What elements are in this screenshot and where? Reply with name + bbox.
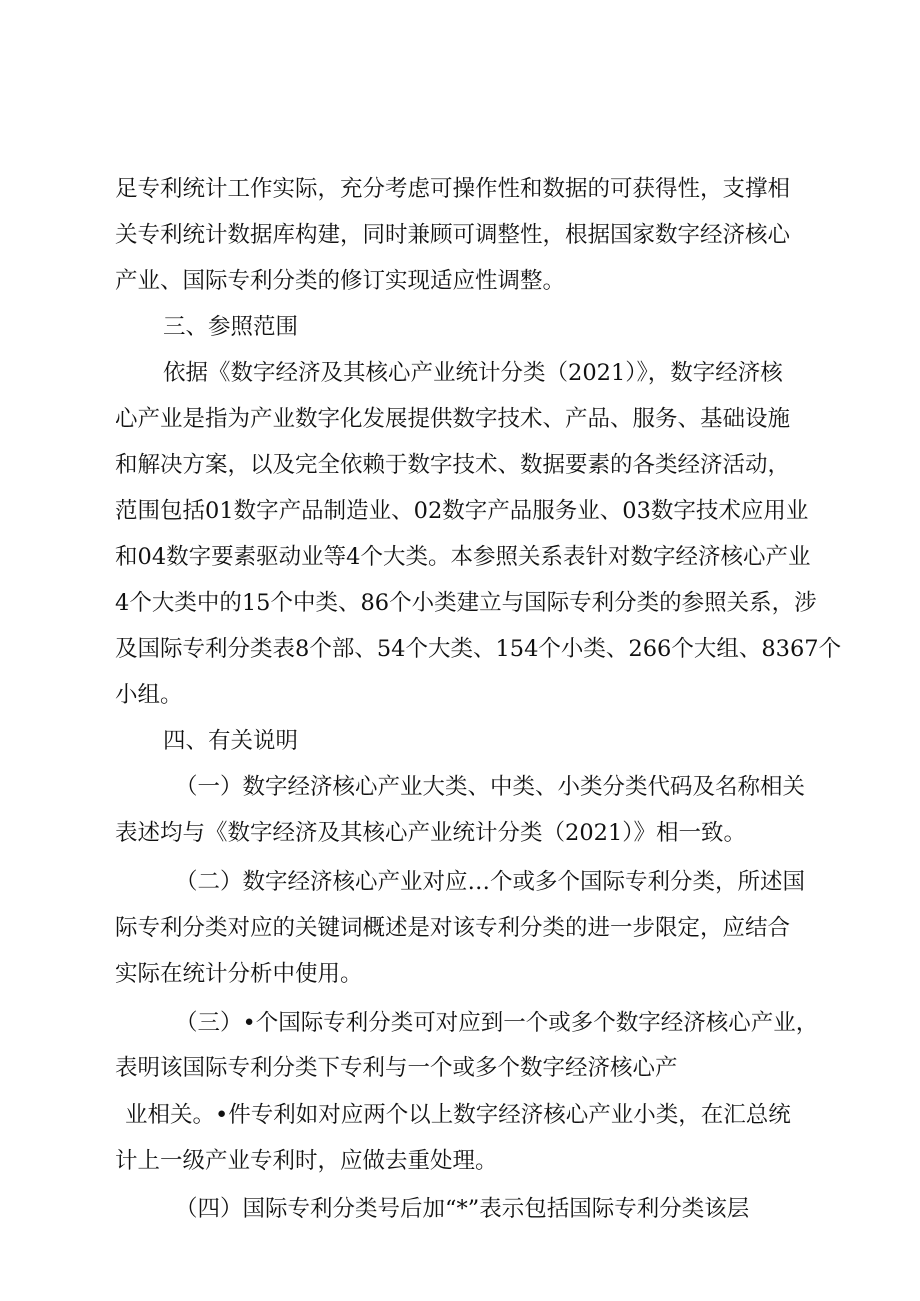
body-text-line: 4个大类中的15个中类、86个小类建立与国际专利分类的参照关系，涉 <box>115 590 817 616</box>
body-text-line: 计上一级产业专利时，应做去重处理。 <box>115 1148 498 1174</box>
body-text-line: 足专利统计工作实际，充分考虑可操作性和数据的可获得性，支撑相 <box>115 176 791 202</box>
section-heading: 四、有关说明 <box>163 728 299 754</box>
body-text-line: （三）•个国际专利分类可对应到一个或多个数字经济核心产业， <box>175 1010 819 1036</box>
body-text-line: 关专利统计数据库构建，同时兼顾可调整性，根据国家数字经济核心 <box>115 222 791 248</box>
body-text-line: 小组。 <box>115 682 183 708</box>
body-text-line: 表明该国际专利分类下专利与一个或多个数字经济核心产 <box>115 1055 678 1081</box>
body-text-line: （二）数字经济核心产业对应…个或多个国际专利分类，所述国 <box>175 869 806 895</box>
body-text-line: 产业、国际专利分类的修订实现适应性调整。 <box>115 268 566 294</box>
body-text-line: （一）数字经济核心产业大类、中类、小类分类代码及名称相关 <box>175 774 806 800</box>
body-text-line: 和解决方案，以及完全依赖于数字技术、数据要素的各类经济活动， <box>115 452 791 478</box>
body-text-line: （四）国际专利分类号后加“*”表示包括国际专利分类该层 <box>175 1196 750 1222</box>
body-text-line: 表述均与《数字经济及其核心产业统计分类（2021）》相一致。 <box>115 820 747 846</box>
body-text-line: 业相关。•件专利如对应两个以上数字经济核心产业小类，在汇总统 <box>125 1102 791 1128</box>
body-text-line: 心产业是指为产业数字化发展提供数字技术、产品、服务、基础设施 <box>115 406 791 432</box>
body-text-line: 际专利分类对应的关键词概述是对该专利分类的进一步限定，应结合 <box>115 915 791 941</box>
section-heading: 三、参照范围 <box>163 314 299 340</box>
body-text-line: 依据《数字经济及其核心产业统计分类（2021）》，数字经济核 <box>163 360 783 386</box>
body-text-line: 实际在统计分析中使用。 <box>115 961 363 987</box>
body-text-line: 范围包括01数字产品制造业、02数字产品服务业、03数字技术应用业 <box>115 498 809 524</box>
body-text-line: 和04数字要素驱动业等4个大类。本参照关系表针对数字经济核心产业 <box>115 544 811 570</box>
body-text-line: 及国际专利分类表8个部、54个大类、154个小类、266个大组、8367个 <box>115 636 842 662</box>
